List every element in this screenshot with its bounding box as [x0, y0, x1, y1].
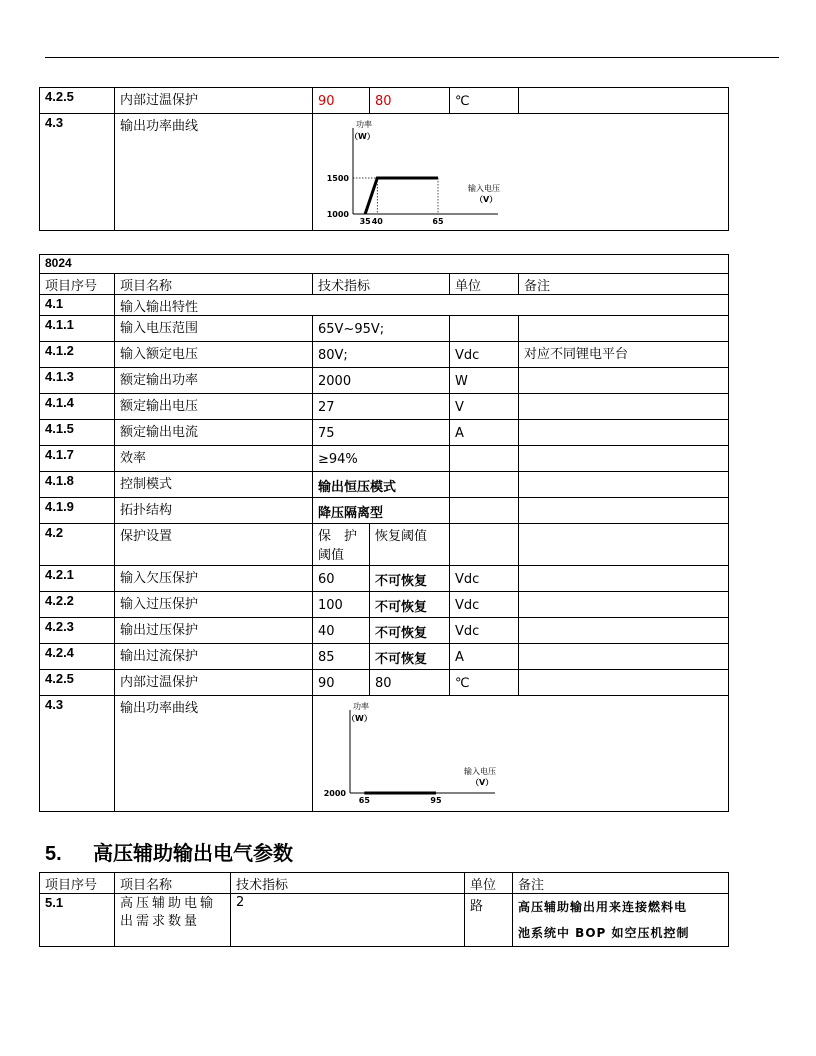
unit-cell: V	[450, 394, 519, 420]
unit-cell: Vdc	[450, 342, 519, 368]
y-tick-label: 1500	[326, 174, 349, 183]
table-row	[40, 566, 729, 592]
header-item-number: 项目序号	[40, 873, 115, 894]
table-row	[40, 670, 729, 696]
unit-cell: A	[450, 644, 519, 670]
table-row	[40, 472, 729, 498]
note-cell	[519, 498, 729, 524]
note-cell	[513, 894, 729, 947]
note-cell	[519, 446, 729, 472]
unit-cell: A	[450, 420, 519, 446]
y-tick-label: 1000	[326, 210, 349, 219]
recover-threshold: 不可恢复	[370, 644, 450, 670]
recover-threshold: 不可恢复	[370, 566, 450, 592]
item-number: 4.1.3	[40, 368, 115, 394]
item-name: 输入欠压保护	[115, 566, 313, 592]
item-name: 输入额定电压	[115, 342, 313, 368]
header-spec: 技术指标	[313, 274, 450, 295]
protect-threshold: 85	[313, 644, 370, 670]
recover-threshold: 不可恢复	[370, 618, 450, 644]
header-spec: 技术指标	[231, 873, 465, 894]
table-row	[40, 368, 729, 394]
x-axis-title: 输入电压	[468, 184, 500, 193]
protect-header-row	[40, 524, 729, 566]
unit-cell	[450, 472, 519, 498]
note-cell	[519, 670, 729, 696]
note-cell	[519, 566, 729, 592]
unit-cell: Vdc	[450, 566, 519, 592]
item-number: 4.2.1	[40, 566, 115, 592]
item-number: 4.3	[40, 696, 115, 812]
spec-cell: 27	[313, 394, 450, 420]
section-number: 5.	[45, 843, 62, 865]
recover-threshold-header: 恢复阈值	[370, 524, 450, 566]
protect-threshold-header: 保 护阈值	[313, 524, 370, 566]
item-number: 4.2.4	[40, 644, 115, 670]
item-number: 4.1.4	[40, 394, 115, 420]
protect-threshold: 100	[313, 592, 370, 618]
unit-cell: W	[450, 368, 519, 394]
item-name: 效率	[115, 446, 313, 472]
item-name: 输出功率曲线	[115, 696, 313, 812]
item-number: 4.1.9	[40, 498, 115, 524]
unit-cell	[450, 316, 519, 342]
y-axis-title: 功率	[353, 702, 369, 711]
table-row	[40, 394, 729, 420]
x-tick-label: 95	[430, 796, 442, 805]
x-axis-unit: （V）	[471, 778, 494, 787]
header-row	[40, 274, 729, 295]
hv-aux-output-table	[39, 872, 729, 947]
item-name: 输入过压保护	[115, 592, 313, 618]
note-cell	[519, 420, 729, 446]
item-number: 4.2.2	[40, 592, 115, 618]
item-name: 内部过温保护	[115, 88, 313, 114]
recover-threshold: 80	[370, 88, 450, 114]
table-row	[40, 342, 729, 368]
header-item-name: 项目名称	[115, 274, 313, 295]
table-row	[40, 420, 729, 446]
table-row	[40, 498, 729, 524]
item-number: 4.2.3	[40, 618, 115, 644]
group-name: 输入输出特性	[115, 295, 729, 316]
item-name: 输出功率曲线	[115, 114, 313, 231]
protect-threshold: 40	[313, 618, 370, 644]
section-heading	[45, 837, 293, 866]
item-number: 4.1.2	[40, 342, 115, 368]
protect-threshold: 60	[313, 566, 370, 592]
header-note: 备注	[519, 274, 729, 295]
unit-cell	[450, 446, 519, 472]
y-axis-title: 功率	[356, 120, 372, 129]
note-cell	[519, 88, 729, 114]
note-cell	[519, 368, 729, 394]
x-tick-label: 40	[371, 217, 383, 226]
unit-cell: Vdc	[450, 592, 519, 618]
power-curve-line	[365, 178, 438, 214]
note-cell	[519, 592, 729, 618]
recover-threshold: 不可恢复	[370, 592, 450, 618]
x-tick-label: 65	[432, 217, 444, 226]
unit-cell: ℃	[450, 88, 519, 114]
header-unit: 单位	[450, 274, 519, 295]
item-number: 4.2.5	[40, 88, 115, 114]
protect-threshold: 90	[313, 670, 370, 696]
table-row	[40, 644, 729, 670]
item-name: 内部过温保护	[115, 670, 313, 696]
item-name: 额定输出电压	[115, 394, 313, 420]
note-cell	[519, 394, 729, 420]
item-name-line: 出需求数量	[120, 914, 201, 929]
table-row	[40, 446, 729, 472]
table-row	[40, 316, 729, 342]
table-row	[40, 618, 729, 644]
recover-threshold: 80	[370, 670, 450, 696]
note-line: 池系统中 BOP 如空压机控制	[518, 926, 690, 940]
item-name: 拓扑结构	[115, 498, 313, 524]
item-number: 4.1.1	[40, 316, 115, 342]
table-row	[40, 592, 729, 618]
header-row	[40, 873, 729, 894]
spec-cell: 2000	[313, 368, 450, 394]
table-row	[40, 114, 729, 231]
section-title: 高压辅助输出电气参数	[93, 841, 293, 865]
spec-cell: 65V~95V;	[313, 316, 450, 342]
table-row	[40, 894, 729, 947]
x-axis-unit: （V）	[475, 195, 498, 204]
unit-cell: ℃	[450, 670, 519, 696]
power-curve-chart	[313, 114, 726, 226]
header-rule	[45, 57, 779, 58]
item-number: 4.1.5	[40, 420, 115, 446]
item-number: 4.1.7	[40, 446, 115, 472]
item-number: 5.1	[40, 894, 115, 947]
item-number: 4.1.8	[40, 472, 115, 498]
item-name: 输入电压范围	[115, 316, 313, 342]
item-name-line: 高压辅助电输	[120, 896, 217, 911]
y-axis-unit: （W）	[350, 132, 375, 141]
item-name: 输出过流保护	[115, 644, 313, 670]
item-name: 输出过压保护	[115, 618, 313, 644]
item-name: 控制模式	[115, 472, 313, 498]
item-name: 额定输出功率	[115, 368, 313, 394]
header-unit: 单位	[465, 873, 513, 894]
note-cell: 对应不同锂电平台	[519, 342, 729, 368]
x-axis-title: 输入电压	[464, 767, 496, 776]
unit-cell	[450, 524, 519, 566]
spec-cell: 80V;	[313, 342, 450, 368]
power-curve-chart	[313, 696, 726, 807]
note-cell	[519, 644, 729, 670]
y-axis-unit: （W）	[347, 714, 372, 723]
spec-cell: 75	[313, 420, 450, 446]
top-spec-table	[39, 87, 729, 231]
power-curve-cell	[313, 114, 729, 231]
header-item-name: 项目名称	[115, 873, 231, 894]
table-row	[40, 696, 729, 812]
header-item-number: 项目序号	[40, 274, 115, 295]
x-tick-label: 65	[358, 796, 370, 805]
note-line: 高压辅助输出用来连接燃料电	[518, 900, 688, 914]
item-name: 额定输出电流	[115, 420, 313, 446]
item-name	[115, 894, 231, 947]
power-curve-cell	[313, 696, 729, 812]
spec-table-8024	[39, 254, 729, 812]
unit-cell: Vdc	[450, 618, 519, 644]
table-row	[40, 88, 729, 114]
spec-cell: 2	[231, 894, 465, 947]
item-number: 4.1	[40, 295, 115, 316]
note-cell	[519, 524, 729, 566]
item-number: 4.2	[40, 524, 115, 566]
model-row	[40, 255, 729, 274]
model-number: 8024	[40, 255, 729, 274]
item-number: 4.2.5	[40, 670, 115, 696]
spec-cell: 输出恒压模式	[313, 472, 450, 498]
note-cell	[519, 618, 729, 644]
header-note: 备注	[513, 873, 729, 894]
item-number: 4.3	[40, 114, 115, 231]
group-row	[40, 295, 729, 316]
y-tick-label: 2000	[323, 789, 346, 798]
x-tick-label: 35	[359, 217, 371, 226]
protect-threshold: 90	[313, 88, 370, 114]
spec-cell: 降压隔离型	[313, 498, 450, 524]
unit-cell	[450, 498, 519, 524]
item-name: 保护设置	[115, 524, 313, 566]
note-cell	[519, 472, 729, 498]
spec-cell: ≥94%	[313, 446, 450, 472]
note-cell	[519, 316, 729, 342]
unit-cell: 路	[465, 894, 513, 947]
